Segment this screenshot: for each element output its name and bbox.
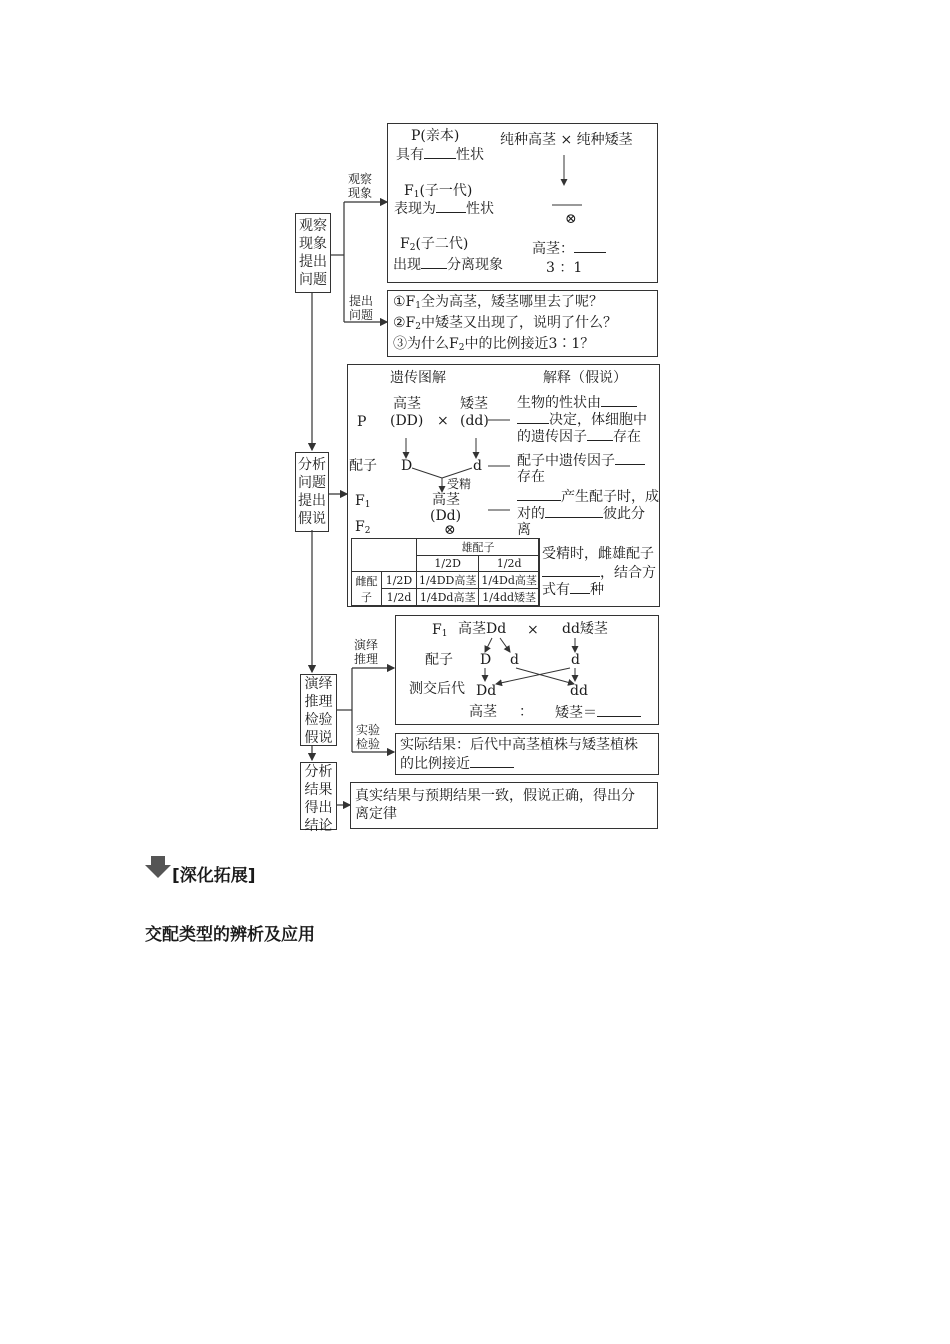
branch-label-ask: 提出问题 <box>349 294 374 322</box>
tall-text: 高茎： <box>532 241 574 257</box>
testcross-offspring-dd: dd <box>570 683 588 699</box>
down-arrow-icon <box>145 856 171 878</box>
blank <box>542 564 600 577</box>
testcross-dd-dwarf: dd矮茎 <box>562 621 608 637</box>
q1-b: 全为高茎，矮茎哪里去了呢？ <box>421 294 603 310</box>
testcross-times: × <box>527 622 539 638</box>
explain-1b <box>517 411 647 429</box>
diagram-title: 遗传图解 <box>390 370 446 386</box>
f1-sub: 1 <box>364 500 371 510</box>
testcross-dwarf-ratio <box>555 704 641 722</box>
f2-tail-text: 分离现象 <box>447 257 503 273</box>
f2-row-label <box>355 519 370 540</box>
trait-text: 性状 <box>466 201 494 217</box>
blank <box>570 581 590 594</box>
p-has-trait <box>396 146 484 164</box>
f2-show-text: 出现 <box>393 257 421 273</box>
blank <box>597 704 641 717</box>
f1-letter: F <box>355 493 365 509</box>
table-corner <box>352 539 417 572</box>
blank <box>436 200 466 213</box>
col-header-2: 1/2d <box>479 556 540 572</box>
explain-3a <box>517 488 659 506</box>
dwarf-parent: 矮茎 <box>460 396 488 412</box>
branch-label-test: 实验检验 <box>356 723 381 751</box>
p-parent-label: P(亲本) <box>411 128 460 144</box>
stage-label-observe: 观察现象提出问题 <box>299 218 327 288</box>
q3-b: 中的比例接近3∶1？ <box>464 336 595 352</box>
p-row-label: P <box>357 414 367 430</box>
testcross-tall-Dd: 高茎Dd <box>458 621 507 637</box>
tc-f-letter: F <box>432 622 442 638</box>
blank <box>470 755 514 768</box>
times-symbol: × <box>437 413 449 429</box>
f1-trait <box>394 200 494 218</box>
blank <box>587 428 613 441</box>
f2-label: $F_2$(子二代) <box>400 236 469 253</box>
col-header-1: 1/2D <box>417 556 479 572</box>
testcross-offspring-Dd: Dd <box>476 683 497 699</box>
cell-1-2: 1/4Dd高茎 <box>479 572 540 589</box>
explain-4b <box>542 564 656 582</box>
stage-box-hypothesis <box>295 452 329 532</box>
cell-2-2: 1/4dd矮茎 <box>479 589 540 606</box>
topic-heading: 交配类型的辨析及应用 <box>145 925 315 945</box>
f2-sub: 2 <box>364 526 371 536</box>
blank <box>424 146 456 159</box>
explain-title: 解释（假说） <box>543 370 627 386</box>
explain-4a: 受精时，雌雄配子 <box>542 546 654 562</box>
deepen-heading: [深化拓展] <box>172 866 256 886</box>
cell-2-1: 1/4Dd高茎 <box>417 589 479 606</box>
e2a: 配子中遗传因子 <box>517 453 615 469</box>
stage-label-hypothesis: 分析问题提出假说 <box>298 457 326 527</box>
pure-cross-text: 纯种高茎 × 纯种矮茎 <box>500 132 633 148</box>
e1b: 决定，体细胞中 <box>549 412 647 428</box>
question-3 <box>393 336 594 357</box>
blank <box>517 488 561 501</box>
q3-a: ③为什么F <box>393 336 459 352</box>
blank <box>517 411 549 424</box>
f2-label-text: 子二代 <box>420 236 463 252</box>
test-line-1: 实际结果：后代中高茎植株与矮茎植株 <box>400 737 638 753</box>
e3a: 产生配子时，成 <box>561 489 659 505</box>
q2-sub: 2 <box>415 322 421 332</box>
q2-b: 中矮茎又出现了，说明了什么？ <box>421 315 617 331</box>
f2-segregation <box>393 256 503 274</box>
testcross-f1 <box>432 622 447 643</box>
female-a: 雌配 <box>355 574 378 588</box>
blank <box>601 394 637 407</box>
explain-2b: 存在 <box>517 469 545 485</box>
e4b: ，结合方 <box>600 565 656 581</box>
explain-3b <box>517 505 645 523</box>
conclusion-line-2: 离定律 <box>355 806 397 822</box>
test-line-2-text: 的比例接近 <box>400 756 470 772</box>
test-line-2 <box>400 755 514 773</box>
self-cross-symbol: ⊗ <box>565 211 577 227</box>
p-has-text: 具有 <box>396 147 424 163</box>
f1-label: $F_1$(子一代) <box>404 183 473 200</box>
gamete-D: D <box>401 458 413 474</box>
testcross-gamete-d1: d <box>510 652 519 668</box>
gamete-d: d <box>473 458 482 474</box>
testcross-gamete-label: 配子 <box>425 652 453 668</box>
question-2 <box>393 315 617 336</box>
explain-4c <box>542 581 604 599</box>
blank <box>615 452 645 465</box>
e1a: 生物的性状由 <box>517 395 601 411</box>
e4c: 式有 <box>542 582 570 598</box>
f1-self-symbol: ⊗ <box>444 522 456 538</box>
dd-genotype: (dd) <box>460 413 489 429</box>
f1-label-text: 子一代 <box>424 183 467 199</box>
female-b: 子 <box>360 590 372 604</box>
e3b: 对的 <box>517 506 545 522</box>
f1-Dd: (Dd) <box>430 508 462 524</box>
e3c: 彼此分 <box>603 506 645 522</box>
branch-label-observe: 观察现象 <box>348 172 373 200</box>
tall-parent: 高茎 <box>393 396 421 412</box>
testcross-colon: ： <box>519 704 533 720</box>
blank <box>421 256 447 269</box>
tc-f-sub: 1 <box>441 629 448 639</box>
q1-a: ①F <box>393 294 416 310</box>
DD-genotype: (DD) <box>390 413 424 429</box>
f1-show-text: 表现为 <box>394 201 436 217</box>
row-header-1: 1/2D <box>381 572 416 589</box>
branch-label-deduce: 演绎推理 <box>354 638 379 666</box>
explain-1a <box>517 394 637 412</box>
e4d: 种 <box>590 582 604 598</box>
testcross-tall: 高茎 <box>469 704 497 720</box>
f1-row-label <box>355 493 370 514</box>
q2-a: ②F <box>393 315 416 331</box>
male-gamete-header: 雄配子 <box>417 539 540 556</box>
conclusion-line-1: 真实结果与预期结果一致，假说正确，得出分 <box>355 788 635 804</box>
punnett-table <box>351 538 540 606</box>
q3-sub: 2 <box>458 343 465 353</box>
ratio-3-1: 3 ：1 <box>546 260 583 276</box>
testcross-gamete-D: D <box>480 652 492 668</box>
fertilization-label: 受精 <box>447 477 472 491</box>
table-divider <box>538 538 539 606</box>
f2-letter: F <box>355 519 365 535</box>
f1-tall: 高茎 <box>432 492 460 508</box>
e1d: 存在 <box>613 429 641 445</box>
explain-1c <box>517 428 641 446</box>
tall-colon <box>532 240 606 258</box>
stage-label-conclude: 分析结果得出结论 <box>304 764 333 834</box>
testcross-offspring-label: 测交后代 <box>409 681 465 697</box>
e1c: 的遗传因子 <box>517 429 587 445</box>
testcross-gamete-d2: d <box>571 652 580 668</box>
explain-3d: 离 <box>517 522 531 538</box>
dwarf-eq: 矮茎＝ <box>555 705 597 721</box>
question-1 <box>393 294 603 315</box>
trait-text: 性状 <box>456 147 484 163</box>
explain-2a <box>517 452 645 470</box>
blank <box>545 505 603 518</box>
stage-box-conclude <box>300 762 337 834</box>
cell-1-1: 1/4DD高茎 <box>417 572 479 589</box>
stage-box-deduce <box>300 674 337 746</box>
stage-box-observe <box>295 213 331 293</box>
q1-sub: 1 <box>415 301 421 311</box>
female-gamete-header <box>352 572 382 606</box>
blank <box>574 240 606 253</box>
gamete-row-label: 配子 <box>349 458 377 474</box>
row-header-2: 1/2d <box>381 589 416 606</box>
stage-label-deduce: 演绎推理检验假说 <box>304 676 333 746</box>
